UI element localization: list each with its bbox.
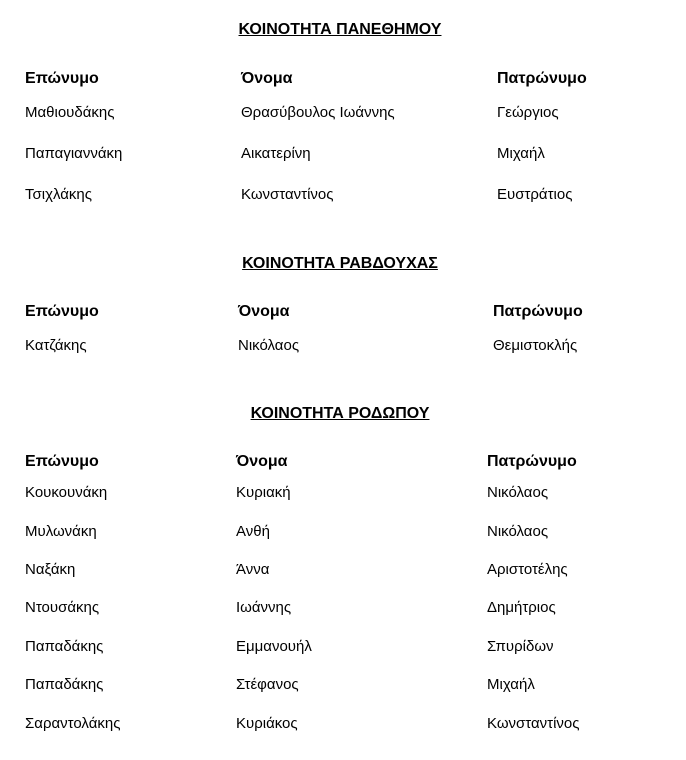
row-name: Αικατερίνη [241,145,311,162]
row-name: Κωνσταντίνος [241,186,334,203]
header-patronymic: Πατρώνυμο [487,453,577,470]
row-patronymic: Αριστοτέλης [487,561,568,578]
row-name: Θρασύβουλος Ιωάννης [241,104,395,121]
header-patronymic: Πατρώνυμο [497,70,587,87]
row-surname: Κουκουνάκη [25,484,108,501]
row-name: Νικόλαος [238,337,300,354]
row-name: Ιωάννης [236,599,292,616]
section-title-ravdouchas: ΚΟΙΝΟΤΗΤΑ ΡΑΒΔΟΥΧΑΣ [242,255,438,272]
row-surname: Ντουσάκης [25,599,100,616]
row-surname: Ναξάκη [25,561,76,578]
header-name: Όνομα [236,453,288,470]
row-name: Άννα [236,561,270,578]
row-patronymic: Γεώργιος [497,104,559,121]
row-name: Εμμανουήλ [236,638,312,655]
header-name: Όνομα [241,70,293,87]
row-name: Στέφανος [236,676,299,693]
row-surname: Παπαδάκης [25,676,104,693]
header-surname: Επώνυμο [25,303,99,320]
row-surname: Κατζάκης [25,337,87,354]
row-patronymic: Σπυρίδων [487,638,554,655]
row-surname: Παπαγιαννάκη [25,145,123,162]
row-patronymic: Κωνσταντίνος [487,715,580,732]
row-surname: Τσιχλάκης [25,186,92,203]
row-surname: Σαραντολάκης [25,715,121,732]
row-patronymic: Δημήτριος [487,599,556,616]
header-surname: Επώνυμο [25,453,99,470]
row-patronymic: Νικόλαος [487,484,549,501]
header-surname: Επώνυμο [25,70,99,87]
row-name: Κυριακή [236,484,291,501]
row-patronymic: Ευστράτιος [497,186,573,203]
section-title-panethimou: ΚΟΙΝΟΤΗΤΑ ΠΑΝΕΘΗΜΟΥ [238,21,442,38]
row-name: Κυριάκος [236,715,298,732]
row-name: Ανθή [236,523,270,540]
row-patronymic: Θεμιστοκλής [493,337,578,354]
row-patronymic: Μιχαήλ [487,676,535,693]
header-name: Όνομα [238,303,290,320]
row-surname: Μαθιουδάκης [25,104,115,121]
section-title-rodopou: ΚΟΙΝΟΤΗΤΑ ΡΟΔΩΠΟΥ [250,405,430,422]
row-patronymic: Νικόλαος [487,523,549,540]
row-patronymic: Μιχαήλ [497,145,545,162]
row-surname: Παπαδάκης [25,638,104,655]
row-surname: Μυλωνάκη [25,523,97,540]
header-patronymic: Πατρώνυμο [493,303,583,320]
